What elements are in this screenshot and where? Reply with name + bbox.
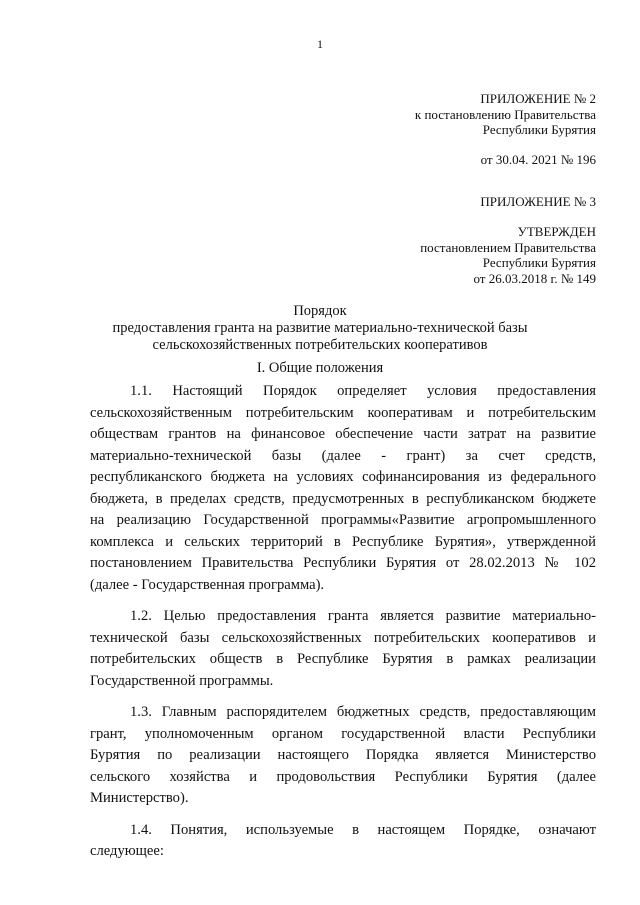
paragraph-line: Государственной программы. [90,672,274,689]
document-subtitle-line2: сельскохозяйственных потребительских кооперативов [152,337,488,353]
paragraph-line: на реализацию Государственной программы«Развитие агропромышленного [90,512,596,528]
page-number: 1 [317,37,323,51]
approved-line3: от 26.03.2018 г. № 149 [473,270,596,286]
paragraph-1-2 [90,606,596,692]
paragraph-1-1 [90,381,596,596]
paragraph-line: потребительских обществ в Республике Бурятия в рамках реализации [90,651,596,667]
paragraph-line: 1.4. Понятия, используемые в настоящем Порядке, означают [130,821,596,838]
paragraph-line: республиканского бюджета на условиях софинансирования из федерального [90,469,596,485]
paragraph-line: Бурятия по реализации настоящего Порядка является Министерство [90,747,596,763]
annex-2-decree-date: от 30.04. 2021 № 196 [480,152,596,167]
paragraph-line: Министерство). [90,790,189,806]
paragraph-line: 1.3. Главным распорядителем бюджетных средств, предоставляющим [130,704,596,720]
paragraph-line: грант, уполномоченным органом государственной власти Республики [90,725,596,742]
annex-2-line1: к постановлению Правительства [414,106,596,122]
document-body [90,381,596,873]
annex-2-title: ПРИЛОЖЕНИЕ № 2 [480,91,596,106]
paragraph-1-3 [90,702,596,810]
paragraph-line: материально-технической базы (далее - грант) за счет средств, [90,447,596,464]
section-heading: I. Общие положения [256,360,384,376]
approved-line2: Республики Бурятия [482,255,596,270]
document-title-block [0,303,640,354]
annex-2-header [415,91,596,138]
paragraph-line: технической базы сельскохозяйственных потребительских кооперативов и [90,629,596,646]
paragraph-line: сельскохозяйственным потребительским кооперативам и потребительским [90,404,596,421]
paragraph-line: обществам грантов на финансовое обеспечение части затрат на развитие [90,426,596,442]
document-subtitle-line1: предоставления гранта на развитие материально-технической базы [112,320,528,336]
paragraph-line: бюджета, в пределах средств, предусмотренных в республиканском бюджете [90,490,596,507]
paragraph-line: комплекса и сельских территорий в Республике Бурятия», утвержденной [90,533,596,550]
paragraph-1-4 [90,820,596,863]
paragraph-line: 1.1. Настоящий Порядок определяет условия предоставления [130,383,596,399]
approved-label: УТВЕРЖДЕН [517,224,596,239]
paragraph-line: (далее - Государственная программа). [90,576,325,593]
annex-3-title: ПРИЛОЖЕНИЕ № 3 [480,194,596,209]
paragraph-line: постановлением Правительства Республики Бурятия от 28.02.2013 № 102 [90,555,596,571]
approval-stamp-block [420,224,596,286]
paragraph-line: сельского хозяйства и продовольствия Республики Бурятия (далее [90,768,596,785]
annex-2-line2: Республики Бурятия [482,122,596,137]
approved-line1: постановлением Правительства [420,239,596,255]
paragraph-line: 1.2. Целью предоставления гранта является развитие материально- [130,608,596,624]
paragraph-line: следующее: [90,843,164,859]
document-title: Порядок [293,303,347,319]
